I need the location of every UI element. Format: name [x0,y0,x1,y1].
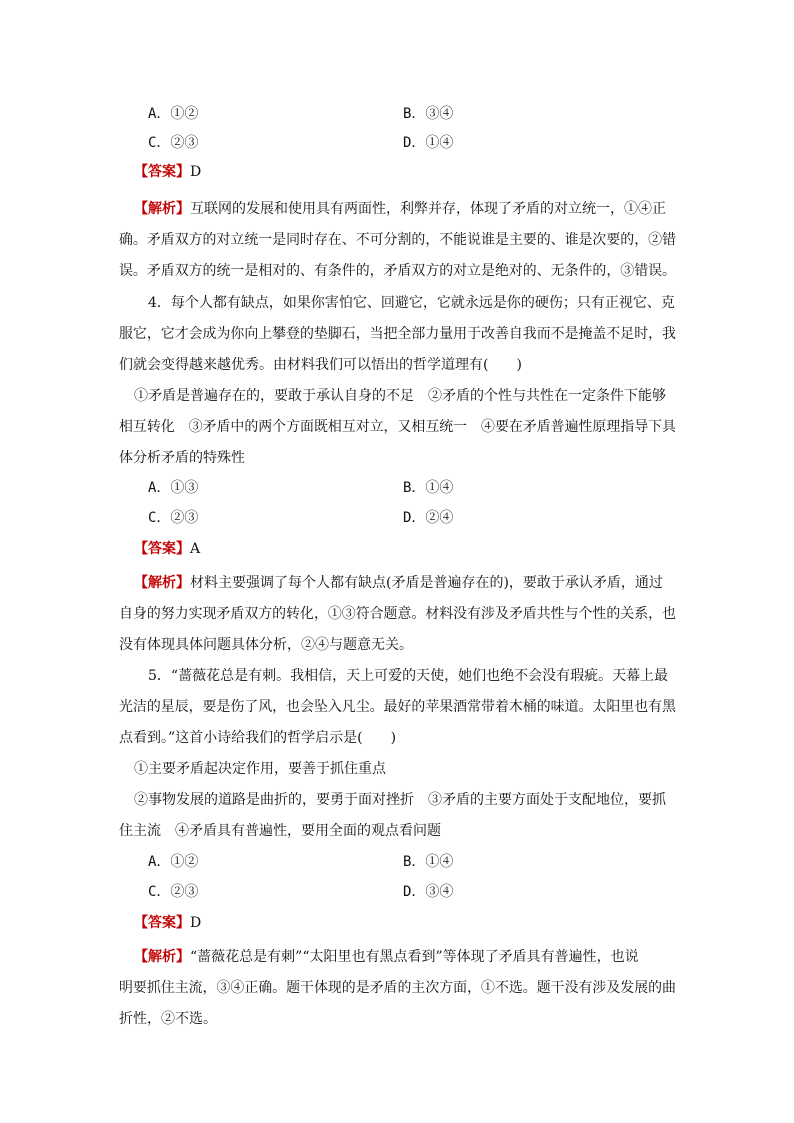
q4-analysis-tag: 【解析】 [134,575,190,591]
q3-analysis-text-1: 互联网的发展和使用具有两面性，利弊并存，体现了矛盾的对立统一，①④正 [190,201,666,217]
q3-answer-value: D [190,164,202,180]
q4-statement-line-3: 体分析矛盾的特殊性 [119,450,245,466]
q3-option-d: D．①④ [403,135,454,151]
q4-analysis-line-1 [134,573,663,593]
q3-option-a: A．①② [148,106,199,122]
q4-option-a: A．①③ [148,480,199,496]
q5-statement-line-1: ①主要矛盾起决定作用，要善于抓住重点 [134,761,386,777]
q5-analysis-line-1 [134,947,639,967]
q5-answer-tag: 【答案】 [134,915,190,931]
q5-analysis-line-3: 折性，②不选。 [119,1011,217,1027]
q3-analysis-line-2: 确。矛盾双方的对立统一是同时存在、不可分割的，不能说谁是主要的、谁是次要的，②错 [119,232,676,248]
q5-answer-line [134,913,201,933]
q3-answer-line [134,162,201,182]
q4-option-b: B．①④ [403,480,454,496]
q5-answer-value: D [190,915,202,931]
q4-analysis-line-3: 没有体现具体问题具体分析，②④与题意无关。 [119,637,413,653]
q5-analysis-text-1: “蔷薇花总是有刺”“太阳里也有黑点看到”等体现了矛盾具有普遍性，也说 [190,949,639,965]
q4-stem-line-3: 们就会变得越来越优秀。由材料我们可以悟出的哲学道理有( ) [119,357,522,373]
q4-answer-tag: 【答案】 [134,541,190,557]
q4-option-c: C．②③ [148,510,199,526]
q5-analysis-line-2: 明要抓住主流，③④正确。题干体现的是矛盾的主次方面，①不选。题干没有涉及发展的曲 [119,980,676,996]
q5-analysis-tag: 【解析】 [134,949,190,965]
q5-statement-line-2: ②事物发展的道路是曲折的，要勇于面对挫折 ③矛盾的主要方面处于支配地位，要抓 [134,792,666,808]
q5-option-d: D．③④ [403,884,454,900]
q3-answer-tag: 【答案】 [134,164,190,180]
q3-analysis-line-1 [134,199,666,219]
q5-stem-line-2: 光洁的星辰，要是伤了风，也会坠入凡尘。最好的苹果酒常带着木桶的味道。太阳里也有黑 [119,699,676,715]
q3-option-c: C．②③ [148,135,199,151]
q4-statement-line-2: 相互转化 ③矛盾中的两个方面既相互对立，又相互统一 ④要在矛盾普遍性原理指导下具 [119,419,676,435]
q4-answer-line [134,539,200,559]
q5-option-b: B．①④ [403,854,454,870]
q4-stem-line-2: 服它，它才会成为你向上攀登的垫脚石，当把全部力量用于改善自我而不是掩盖不足时，我 [119,326,676,342]
q5-option-c: C．②③ [148,884,199,900]
q5-stem-line-1: 5．“蔷薇花总是有刺。我相信，天上可爱的天使，她们也绝不会没有瑕疵。天幕上最 [148,668,669,684]
q5-stem-line-3: 点看到。”这首小诗给我们的哲学启示是( ) [119,730,397,746]
q5-statement-line-3: 住主流 ④矛盾具有普遍性，要用全面的观点看问题 [119,823,441,839]
q5-option-a: A．①② [148,854,199,870]
q4-stem-line-1: 4．每个人都有缺点，如果你害怕它、回避它，它就永远是你的硬伤；只有正视它、克 [148,295,675,311]
q3-analysis-tag: 【解析】 [134,201,190,217]
q4-statement-line-1: ①矛盾是普遍存在的，要敢于承认自身的不足 ②矛盾的个性与共性在一定条件下能够 [134,388,666,404]
q3-option-b: B．③④ [403,106,454,122]
q4-analysis-line-2: 自身的努力实现矛盾双方的转化，①③符合题意。材料没有涉及矛盾共性与个性的关系，也 [119,606,676,622]
q3-analysis-line-3: 误。矛盾双方的统一是相对的、有条件的，矛盾双方的对立是绝对的、无条件的，③错误。 [119,263,676,279]
q4-option-d: D．②④ [403,510,454,526]
q4-analysis-text-1: 材料主要强调了每个人都有缺点(矛盾是普遍存在的)，要敢于承认矛盾，通过 [190,575,663,591]
q4-answer-value: A [190,541,201,557]
